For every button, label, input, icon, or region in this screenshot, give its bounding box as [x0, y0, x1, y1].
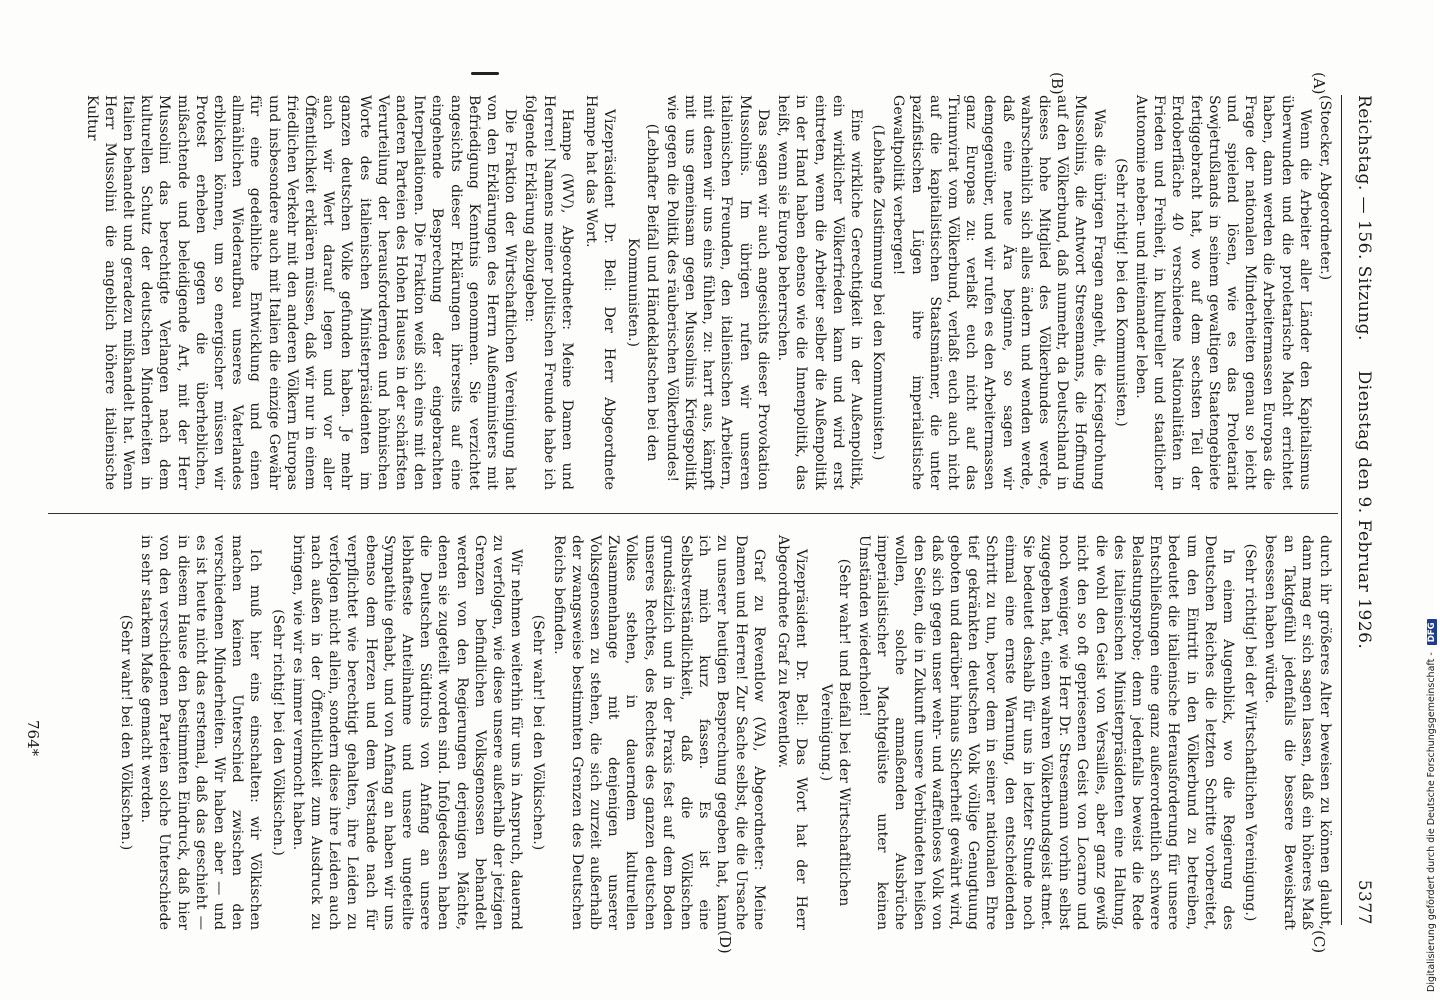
page-header	[1340, 95, 1374, 925]
interjection: (Sehr richtig! bei den Kommunisten.)	[1112, 158, 1129, 427]
speech-opening: Hampe (WV), Abgeordneter: Meine Damen und Herren! Namens meiner politischen Freunde habe ich folgende Erklärung abzugeben:	[522, 95, 575, 490]
margin-mark-d: (D)	[716, 930, 734, 954]
left-column	[80, 95, 1334, 490]
margin-mark-a: (A)	[1310, 72, 1328, 95]
header-rule	[1341, 95, 1342, 925]
scan-mark	[471, 72, 499, 75]
interjection: (Lebhafter Beifall und Händeklatschen bei den Kommunisten.)	[625, 123, 660, 462]
page-signature: 764*	[24, 720, 42, 757]
paragraph: durch ihr größeres Alter beweisen zu können glaubt, dann mag er sich sagen lassen, daß ein höheres Maß an Taktgefühl jedenfalls die bessere Beweiskraft besessen haben würde.	[1262, 535, 1333, 930]
header-center: Dienstag den 9. Februar 1926.	[1354, 370, 1374, 650]
speaker-announcement: Vizepräsident Dr. Bell: Der Herr Abgeordnete Hampe hat das Wort.	[583, 95, 618, 490]
interjection: (Sehr wahr! bei den Völkischen.)	[118, 614, 134, 851]
dfg-logo: DFG	[1427, 619, 1437, 645]
digitization-footer	[1426, 0, 1440, 992]
interjection: (Sehr richtig! bei der Wirtschaftlichen Vereinigung.)	[1242, 543, 1259, 922]
speech-opening: Graf zu Reventlow (VA), Abgeordneter: Meine Damen und Herren! Zur Sache selbst, die die Ursache zu unserer heutigen Besprechung gegeben hat, kann ich mich kurz fassen. Es ist eine Selbstverständlichkeit, daß die Völkischen grundsätzlich und in der Praxis fest auf dem Boden unseres Rechtes, des Rechtes des ganzen deutschen Volkes stehen, in dauerndem kulturellen Zusammenhange mit denjenigen unserer Volksgenossen zu stehen, die sich zurzeit außerhalb der zwangsweise bestimmten Grenzen des Deutschen Reichs befinden.	[550, 535, 767, 930]
paragraph: Wir nehmen weiterhin für uns in Anspruch, dauernd zu verfolgen, wie diese unsere außerhalb der jetzigen Grenzen befindlichen Volksgenossen behandelt werden von den Regierungen derjenigen Mächte, denen sie zugeteilt worden sind. Infolgedessen haben die Deutschen Südtirols von Anfang an unsere lebhafteste Anteilnahme und unsere ungeteilte Sympathie gehabt, und von Anfang an haben wir uns ebenso dem Herzen und dem Verstande nach für verpflichtet wie berechtigt gehalten, ihre Leiden zu verfolgen nicht allein, sondern diese ihre Leiden auch nach außen in der Öffentlichkeit zum Ausdruck zu bringen, wie wir es immer vermocht haben.	[289, 535, 525, 930]
interjection: (Sehr richtig! bei den Völkischen.)	[269, 609, 286, 856]
paragraph: Die Fraktion der Wirtschaftlichen Vereinigung hat von den Erklärungen des Herrn Außenministers mit Befriedigung Kenntnis genommen. Sie verzichtet angesichts dieser Erklärungen ihrerseits auf eine eingehende Besprechung der eingebrachten Interpellationen. Die Fraktion weiß sich eins mit den anderen Parteien des Hohen Hauses in der schärfsten Verurteilung der herausfordernden und höhnischen Worte des italienischen Ministerpräsidenten im ganzen deutschen Volke gefunden haben. Je mehr auch wir Wert darauf legen und vor aller Öffentlichkeit erklären müssen, daß wir nur in einem friedlichen Verkehr mit den anderen Völkern Europas und insbesondere auch mit Italien die einzige Gewähr für eine gedeihliche Entwicklung und einen allmählichen Wiederaufbau unseres Vaterlandes erblicken können, um so energischer müssen wir Protest erheben gegen die überheblichen, mißachtende und beleidigende Art, mit der Herr Mussolini das berechtigte Verlangen nach dem kulturellen Schutz der deutschen Minderheiten in Italien behandelt und geradezu mißhandelt hat. Wenn Herr Mussolini die angeblich höhere italienische Kultur	[83, 95, 519, 490]
paragraph: Das sagen wir auch angesichts dieser Provokation Mussolinis. Im übrigen rufen wir unseren italienischen Freunden, den italienischen Arbeitern, mit denen wir uns eins fühlen, zu: harrt aus, kämpft mit uns gemeinsam gegen Mussolinis Kriegspolitik wie gegen die Politik des räuberischen Völkerbundes!	[663, 95, 771, 490]
right-column	[113, 535, 1334, 930]
margin-mark-c: (C)	[1310, 930, 1328, 954]
paragraph: Was die übrigen Fragen angeht, die Kriegsdrohung Mussolinis, die Antwort Stresemanns, die Hoffnung auf den Völkerbund, daß nunmehr, da Deutschland in dieses hohe Mitglied des Völkerbundes werde, wahrscheinlich sich alles ändern und wenden werde, daß eine neue Ära beginne, so sagen wir demgegenüber, und wir rufen es den Arbeitermassen ganz Europas zu: verlaßt euch nicht auf das Triumvirat vom Völkerbund, verlaßt euch auch nicht auf die kapitalistischen Staatsmänner, die unter pazifistischen Lügen ihre imperialistische Gewaltpolitik verbergen!	[890, 95, 1107, 490]
interjection: (Sehr wahr! und Beifall bei der Wirtschaftlichen Vereinigung.)	[817, 558, 852, 907]
footer-text: Digitalisierung gefördert durch die Deutsche Forschungsgemeinschaft -	[1426, 652, 1437, 992]
paragraph: In einem Augenblick, wo die Regierung des Deutschen Reiches die letzten Schritte vorbereitet, um den Eintritt in den Völkerbund zu betreiben, bedeutet die italienische Herausforderung für unsere Entschließungen eine ganz außerordentlich schwere Belastungsprobe; denn jedenfalls beweist die Rede des italienischen Ministerpräsidenten eine Haltung, die wohl den Geist von Versailles, aber ganz gewiß nicht den so oft gepriesenen Geist von Locarno und noch weniger, wie Herr Dr. Stresemann vorhin selbst zugegeben hat, einen wahren Völkerbundsgeist atmet. Sie bedeutet deshalb für uns in letzter Stunde noch einmal eine ernste Warnung, den entscheidenden Schritt zu tun, bevor dem in seiner nationalen Ehre tief gekränkten deutschen Volk völlige Genugtuung geboten und darüber hinaus Sicherheit gewährt wird, daß sich gegen unser wehr- und waffenloses Volk von den Seiten, die in Zukunft unsere Verbündeten heißen wollen, solche anmaßenden Ausbrüche imperialistischer Machtgelüste unter keinen Umständen wiederholen!	[855, 535, 1236, 930]
paragraph: Wenn die Arbeiter aller Länder den Kapitalismus überwunden und die proletarische Macht errichtet haben, dann werden die Arbeitermassen Europas die Frage der nationalen Minderheiten genau so leicht und spielend lösen, wie es das Proletariat Sowjetrußlands in seinem gewaltigen Staatengebiete fertiggebracht hat, wo auf dem sechsten Teil der Erdoberfläche 40 verschiedene Nationalitäten in Frieden und Freiheit, in kultureller und staatlicher Autonomie neben- und miteinander leben.	[1132, 95, 1313, 490]
speaker-announcement: Vizepräsident Dr. Bell: Das Wort hat der Herr Abgeordnete Graf zu Reventlow.	[775, 535, 810, 930]
paragraph: Ich muß hier eins einschalten: wir Völkischen machen keinen Unterschied zwischen den verschiedenen Minderheiten. Wir haben aber — und es ist heute nicht das erstemal, daß das geschieht — in diesem Hause den bestimmten Eindruck, daß hier von den verschiedenen Parteien solche Unterschiede in sehr starkem Maße gemacht werden.	[138, 535, 264, 930]
speaker-line: (Stoecker, Abgeordneter.)	[1317, 95, 1333, 281]
interjection: (Lebhafte Zustimmung bei den Kommunisten.)	[870, 124, 887, 461]
interjection: (Sehr wahr! bei den Völkischen.)	[530, 614, 547, 851]
header-page-number: 5377	[1354, 879, 1374, 925]
paragraph: Eine wirkliche Gerechtigkeit in der Außenpolitik, ein wirklicher Völkerfrieden kann und wird erst eintreten, wenn die Arbeiter selber die Außenpolitik in der Hand haben ebenso wie die Innenpolitik, das heißt, wenn sie Europa beherrschen.	[775, 95, 864, 490]
margin-mark-b: (B)	[1048, 72, 1066, 95]
header-left: Reichstag. — 156. Sitzung.	[1354, 95, 1374, 341]
column-divider	[48, 513, 1338, 514]
